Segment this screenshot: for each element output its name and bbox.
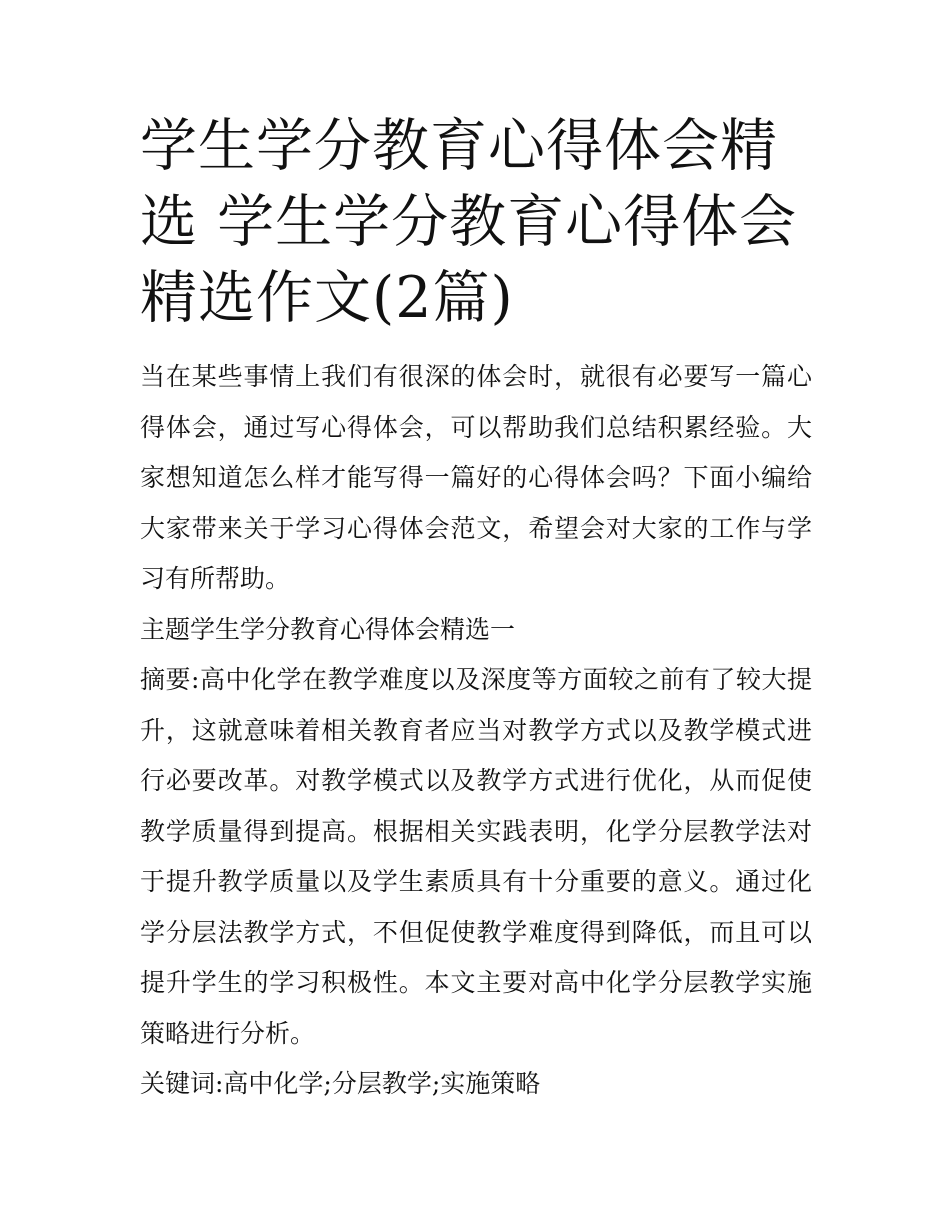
document-title: 学生学分教育心得体会精选 学生学分教育心得体会精选作文(2篇) xyxy=(140,113,798,331)
section-heading: 主题学生学分教育心得体会精选一 xyxy=(140,614,516,644)
document-body xyxy=(140,352,812,1110)
intro-paragraph: 当在某些事情上我们有很深的体会时，就很有必要写一篇心得体会，通过写心得体会，可以帮助我们总结积累经验。大家想知道怎么样才能写得一篇好的心得体会吗？下面小编给大家带来关于学习心得体会范文，希望会对大家的工作与学习有所帮助。 xyxy=(140,362,812,593)
keywords-paragraph: 关键词:高中化学;分层教学;实施策略 xyxy=(140,1069,541,1098)
abstract-paragraph: 摘要:高中化学在教学难度以及深度等方面较之前有了较大提升，这就意味着相关教育者应当对教学方式以及教学模式进行必要改革。对教学模式以及教学方式进行优化，从而促使教学质量得到提高。根据相关实践表明，化学分层教学法对于提升教学质量以及学生素质具有十分重要的意义。通过化学分层法教学方式，不但促使教学难度得到降低，而且可以提升学生的学习积极性。本文主要对高中化学分层教学实施策略进行分析。 xyxy=(140,665,812,1048)
document-page xyxy=(140,108,812,1110)
